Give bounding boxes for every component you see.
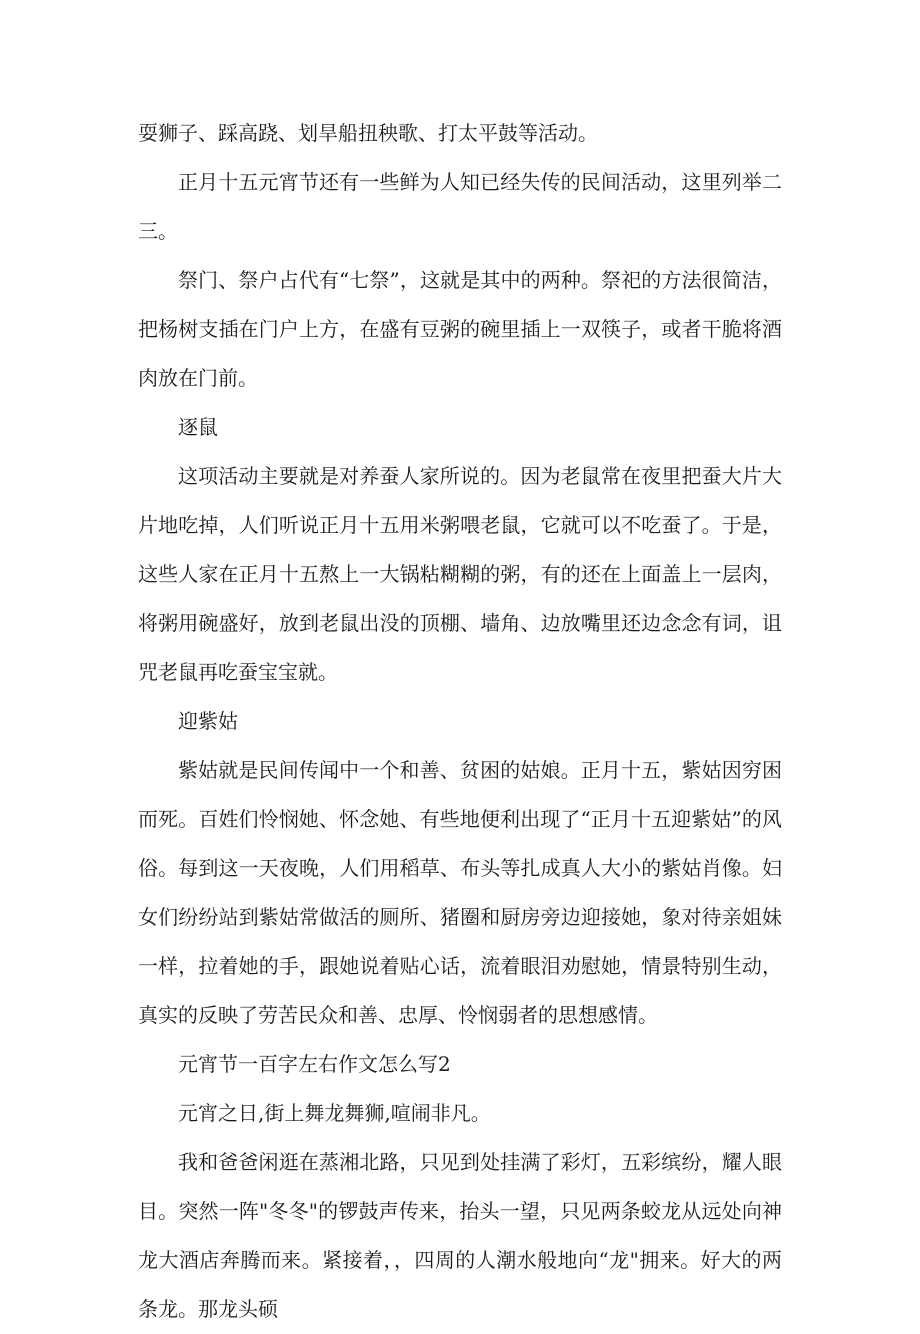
paragraph-3: 祭门、祭户占代有“七祭”，这就是其中的两种。祭祀的方法很简洁，把杨树支插在门户上方，在盛有豆粥的碗里插上一双筷子，或者干脆将酒肉放在门前。 (138, 268, 782, 390)
document-body (138, 109, 782, 1334)
paragraph-2: 正月十五元宵节还有一些鲜为人知已经失传的民间活动，这里列举二三。 (138, 170, 782, 243)
paragraph-7: 紫姑就是民间传闻中一个和善、贫困的姑娘。正月十五，紫姑因穷困而死。百姓们怜悯她、怀念她、有些地便利出现了“正月十五迎紫姑”的风俗。每到这一天夜晚，人们用稻草、布头等扎成真人大小的紫姑肖像。妇女们纷纷站到紫姑常做活的厕所、猪圈和厨房旁边迎接她，象对待亲姐妹一样，拉着她的手，跟她说着贴心话，流着眼泪劝慰她，情景特别生动，真实的反映了劳苦民众和善、忠厚、怜悯弱者的思想感情。 (138, 758, 782, 1027)
section-heading-yingzigu: 迎紫姑 (178, 709, 238, 733)
section-heading-zhushu: 逐鼠 (178, 415, 218, 439)
section-heading-essay-2: 元宵节一百字左右作文怎么写2 (178, 1052, 451, 1076)
paragraph-1: 耍狮子、踩高跷、划旱船扭秧歌、打太平鼓等活动。 (138, 121, 598, 145)
paragraph-10: 我和爸爸闲逛在蒸湘北路，只见到处挂满了彩灯，五彩缤纷，耀人眼目。突然一阵"冬冬"的锣鼓声传来，抬头一望，只见两条蛟龙从远处向神龙大酒店奔腾而来。紧接着，，四周的人潮水般地向“龙"拥来。好大的两条龙。那龙头硕 (138, 1150, 782, 1321)
paragraph-9: 元宵之日,街上舞龙舞狮,喧闹非凡。 (178, 1101, 491, 1125)
paragraph-5: 这项活动主要就是对养蚕人家所说的。因为老鼠常在夜里把蚕大片大片地吃掉，人们听说正月十五用米粥喂老鼠，它就可以不吃蚕了。于是，这些人家在正月十五熬上一大锅粘糊糊的粥，有的还在上面盖上一层肉，将粥用碗盛好，放到老鼠出没的顶棚、墙角、边放嘴里还边念念有词，诅咒老鼠再吃蚕宝宝就。 (138, 464, 782, 684)
